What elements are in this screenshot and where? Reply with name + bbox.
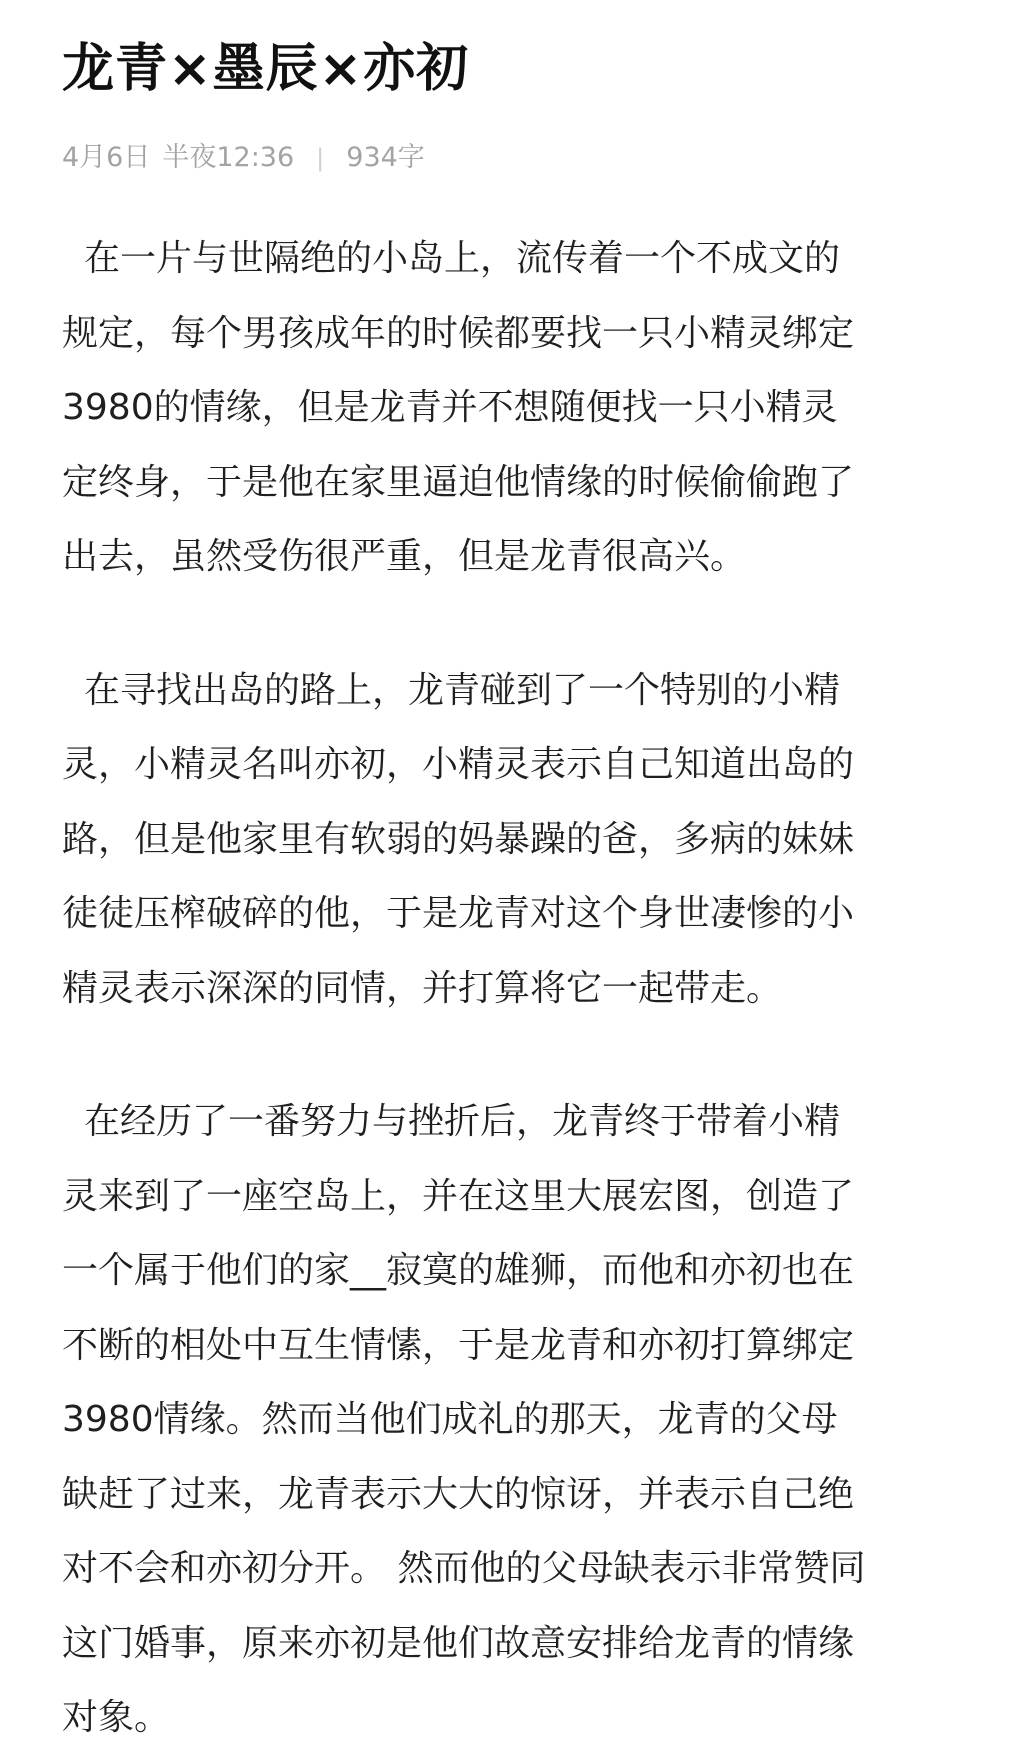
paragraph-line: 精灵表示深深的同情，并打算将它一起带走。: [62, 967, 783, 1009]
paragraph-line: 规定，每个男孩成年的时候都要找一只小精灵绑定: [62, 312, 855, 354]
paragraph-line: 灵来到了一座空岛上，并在这里大展宏图，创造了: [62, 1175, 855, 1217]
paragraph-line: 定终身，于是他在家里逼迫他情缘的时候偷偷跑了: [62, 461, 855, 503]
paragraph-line: 缺赶了过来，龙青表示大大的惊讶，并表示自己绝: [62, 1473, 855, 1515]
paragraph-line: 在经历了一番努力与挫折后，龙青终于带着小精: [84, 1101, 841, 1142]
paragraph-1: [62, 222, 960, 595]
paragraph-line: 3980的情缘，但是龙青并不想随便找一只小精灵: [62, 387, 838, 428]
paragraph-line: 路，但是他家里有软弱的妈暴躁的爸，多病的妹妹: [62, 818, 855, 860]
paragraph-line: 在一片与世隔绝的小岛上，流传着一个不成文的: [84, 238, 841, 279]
publish-time: 半夜12:36: [162, 142, 295, 173]
paragraph-line: 徒徒压榨破碎的他，于是龙青对这个身世凄惨的小: [62, 893, 855, 934]
paragraph-line: 灵，小精灵名叫亦初，小精灵表示自己知道出岛的: [62, 744, 855, 785]
article-body: [62, 222, 960, 1756]
paragraph-line: 对不会和亦初分开。 然而他的父母缺表示非常赞同: [62, 1548, 866, 1589]
paragraph-line: 一个属于他们的家__寂寞的雄狮，而他和亦初也在: [62, 1250, 855, 1291]
paragraph-line: 这门婚事，原来亦初是他们故意安排给龙青的情缘: [62, 1622, 855, 1664]
article-title: 龙青×墨辰×亦初: [62, 39, 470, 99]
paragraph-2: [62, 654, 960, 1027]
article-meta: [62, 138, 960, 178]
paragraph-line: 对象。: [62, 1697, 171, 1738]
paragraph-line: 在寻找出岛的路上，龙青碰到了一个特别的小精: [84, 669, 841, 711]
paragraph-3: [62, 1085, 960, 1756]
paragraph-line: 3980情缘。然而当他们成礼的那天，龙青的父母: [62, 1399, 838, 1440]
meta-separator: |: [316, 144, 325, 172]
publish-date: 4月6日: [62, 142, 151, 173]
paragraph-line: 出去，虽然受伤很严重，但是龙青很高兴。: [62, 536, 747, 577]
word-count: 934字: [346, 142, 425, 173]
paragraph-line: 不断的相处中互生情愫，于是龙青和亦初打算绑定: [62, 1324, 855, 1366]
